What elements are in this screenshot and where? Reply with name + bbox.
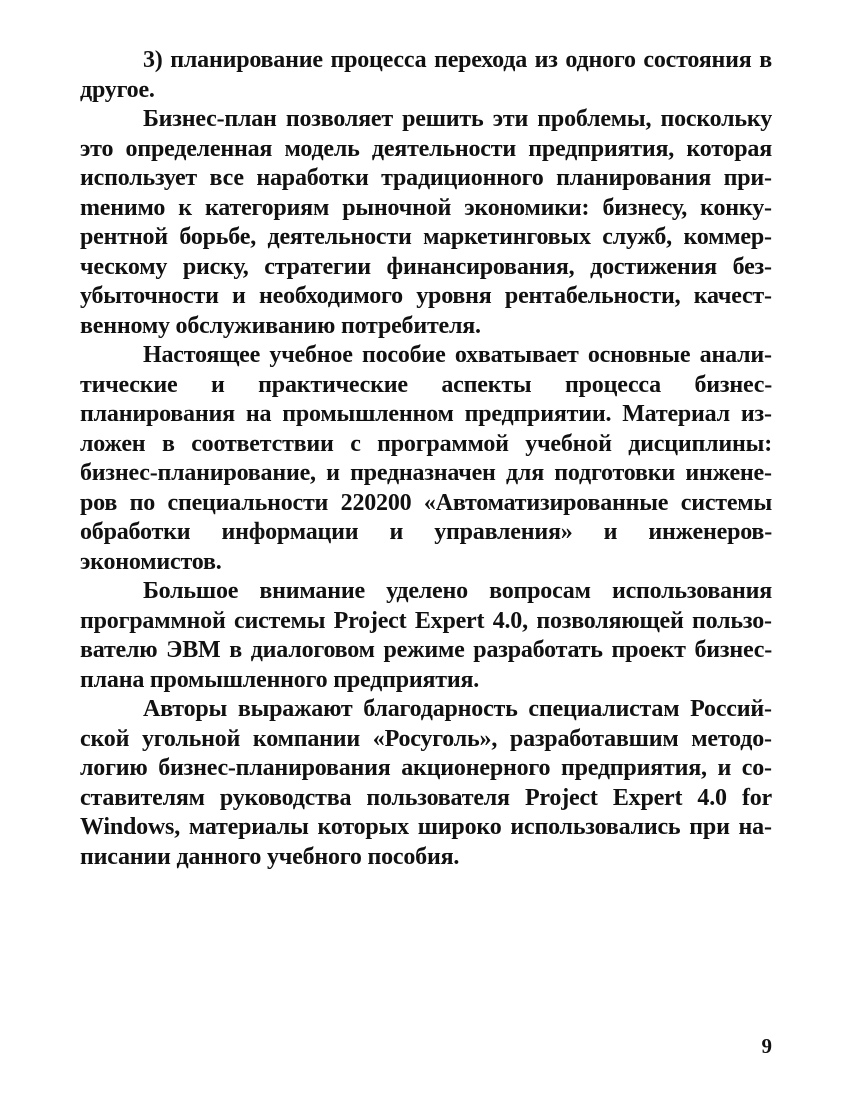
paragraph-planning-transition: 3) планирование процесса перехода из одного состояния в другое. bbox=[80, 47, 772, 103]
page-number: 9 bbox=[761, 1034, 772, 1058]
paragraph-textbook-scope: Настоящее учебное пособие охватывает основные аналитические и практические аспекты процесса бизнес-планирования на промышленном предприятии. Материал изложен в соответствии с программой учебной дисциплины: бизнес-планирование, и предназначен для подготовки инженеров по специальности 220200 «Автоматизированные системы обработки информации и управления» и инженеров-экономистов. bbox=[80, 342, 772, 575]
paragraph-acknowledgements: Авторы выражают благодарность специалистам Российской угольной компании «Росуголь», разработавшим методологию бизнес-планирования акционерного предприятия, и составителям руководства пользователя Project Expert 4.0 for Windows, материалы которых широко использовались при написании данного учебного пособия. bbox=[80, 696, 772, 870]
page-body bbox=[80, 46, 772, 872]
paragraph-project-expert: Большое внимание уделено вопросам использования программной системы Project Expert 4.0, позволяющей пользователю ЭВМ в диалоговом режиме разработать проект бизнес-плана промышленного предприятия. bbox=[80, 578, 772, 693]
paragraph-business-plan-purpose: Бизнес-план позволяет решить эти проблемы, поскольку это определенная модель деятельности предприятия, которая использует все наработки традиционного планирования приmенимо к категориям рыночной экономики: бизнесу, конкурентной борьбе, деятельности маркетинговых служб, коммерческому риску, стратегии финансирования, достижения безубыточности и необходимого уровня рентабельности, качественному обслуживанию потребителя. bbox=[80, 106, 772, 339]
